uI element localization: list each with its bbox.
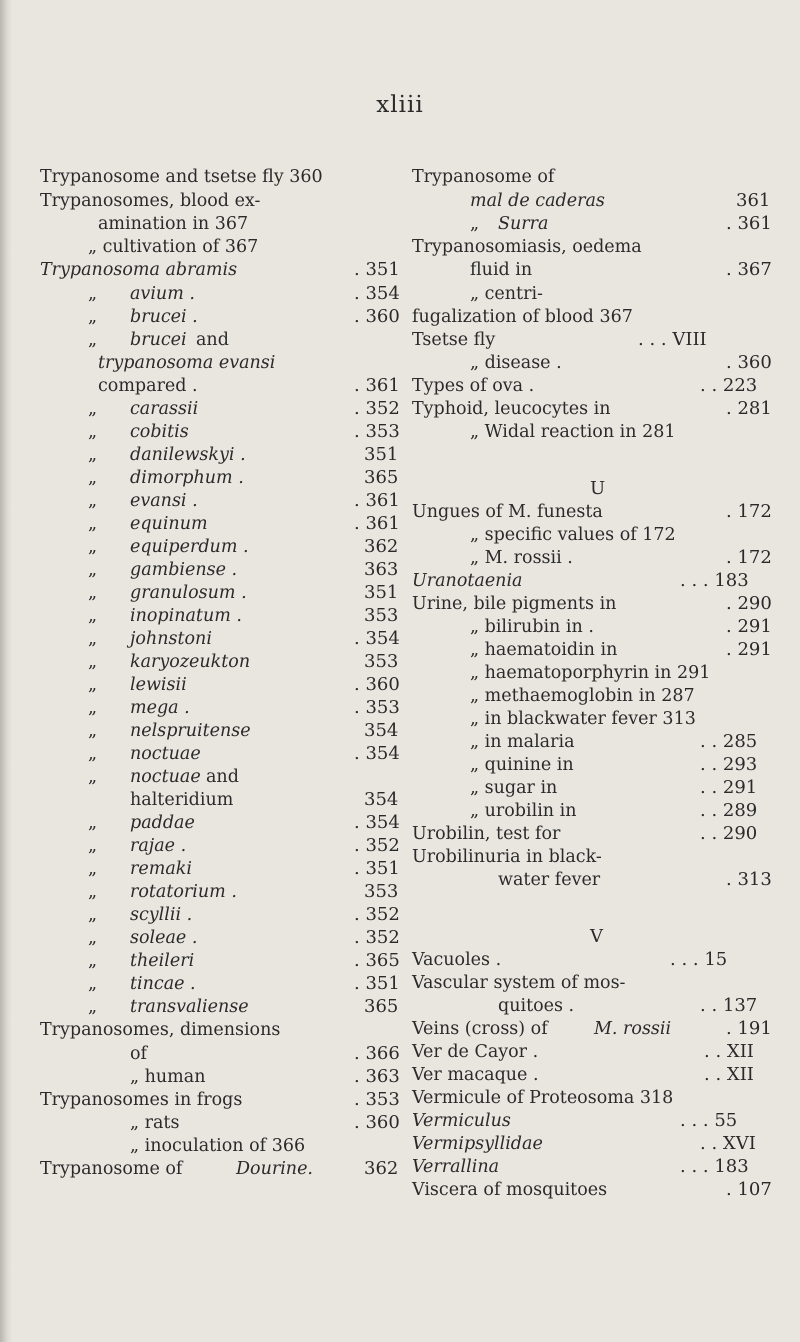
index-page-ref: . 366	[354, 1043, 400, 1064]
index-page-ref: . 172	[726, 547, 772, 568]
index-page-ref: 365	[364, 996, 399, 1017]
index-page-ref: 363	[364, 559, 399, 580]
index-entry: paddae	[130, 813, 195, 833]
index-entry: trypanosoma evansi	[98, 353, 276, 373]
index-entry: Ungues of M. funesta	[412, 502, 603, 522]
index-entry: „ quinine in	[470, 755, 574, 775]
index-entry: Trypanosome of	[40, 1159, 183, 1179]
index-page-ref: . 107	[726, 1179, 772, 1200]
index-entry: „	[88, 652, 98, 672]
index-page-ref: . 191	[726, 1018, 772, 1039]
index-entry: „	[470, 214, 480, 234]
index-entry: „	[88, 675, 98, 695]
index-entry: Ver de Cayor .	[412, 1042, 539, 1062]
index-entry: „	[88, 491, 98, 511]
index-page-ref: . 352	[354, 927, 400, 948]
index-entry: „	[88, 583, 98, 603]
index-entry: compared .	[98, 376, 198, 396]
index-page-ref: . 281	[726, 398, 772, 419]
index-entry: Trypanosome of	[412, 167, 555, 187]
index-page-ref: 353	[364, 651, 399, 672]
index-page-ref: 354	[364, 789, 399, 810]
index-page-ref: . . 223	[700, 375, 758, 396]
index-entry: „ haematoporphyrin in 291	[470, 663, 711, 683]
index-entry: tincae .	[130, 974, 196, 994]
index-entry: brucei .	[130, 307, 198, 327]
section-letter: V	[590, 926, 603, 947]
index-entry: and	[206, 767, 239, 787]
index-entry: Urobilinuria in black-	[412, 847, 602, 867]
index-page-ref: . 360	[354, 306, 400, 327]
index-page-ref: . 291	[726, 639, 772, 660]
index-page-ref: 365	[364, 467, 399, 488]
index-entry: „ inoculation of 366	[130, 1136, 306, 1156]
index-page-ref: . 361	[354, 490, 400, 511]
index-entry: „	[88, 698, 98, 718]
index-page-ref: . . 289	[700, 800, 758, 821]
index-page-ref: . 351	[354, 973, 400, 994]
index-entry: Uranotaenia	[412, 571, 523, 591]
index-entry: „ specific values of 172	[470, 525, 676, 545]
index-entry: „	[88, 721, 98, 741]
index-entry: soleae .	[130, 928, 198, 948]
index-entry: „ centri-	[470, 284, 543, 304]
index-entry: „	[88, 560, 98, 580]
index-page-ref: . 352	[354, 835, 400, 856]
page-binding-edge	[0, 0, 12, 1342]
index-page-ref: . . XII	[704, 1041, 754, 1062]
index-entry: scyllii .	[130, 905, 193, 925]
index-entry: nelspruitense	[130, 721, 251, 741]
index-page-ref: 354	[364, 720, 399, 741]
index-entry: „	[88, 284, 98, 304]
index-page-ref: . 365	[354, 950, 400, 971]
index-page-ref: . 363	[354, 1066, 400, 1087]
index-entry: lewisii	[130, 675, 187, 695]
index-entry: remaki	[130, 859, 192, 879]
index-entry: water fever	[498, 870, 601, 890]
index-entry: Urobilin, test for	[412, 824, 561, 844]
index-entry: Trypanosomes, blood ex-	[40, 191, 261, 211]
index-entry: cobitis	[130, 422, 189, 442]
index-entry: „ methaemoglobin in 287	[470, 686, 695, 706]
index-entry: noctuae	[130, 744, 201, 764]
index-page-ref: . 360	[354, 1112, 400, 1133]
index-entry: Vermipsyllidae	[412, 1134, 543, 1154]
index-entry: „	[88, 882, 98, 902]
index-page-ref: 351	[364, 444, 399, 465]
index-entry: „	[88, 767, 98, 787]
index-page-ref: . 361	[726, 213, 772, 234]
index-entry: karyozeukton	[130, 652, 251, 672]
index-entry: „ bilirubin in .	[470, 617, 594, 637]
index-page-ref: . 291	[726, 616, 772, 637]
index-entry: carassii	[130, 399, 199, 419]
index-entry: inopinatum .	[130, 606, 242, 626]
index-page-ref: . 360	[354, 674, 400, 695]
index-page-ref: 353	[364, 605, 399, 626]
index-entry: rotatorium .	[130, 882, 237, 902]
index-entry: „	[88, 744, 98, 764]
index-page-ref: . 353	[354, 697, 400, 718]
index-entry: „	[88, 307, 98, 327]
index-entry: Tsetse fly	[412, 330, 496, 350]
index-page-ref: . 360	[726, 352, 772, 373]
index-entry: fluid in	[470, 260, 533, 280]
index-entry: danilewskyi .	[130, 445, 246, 465]
index-page-ref: 361	[736, 190, 771, 211]
index-entry: „ Widal reaction in 281	[470, 422, 676, 442]
index-entry: Vacuoles .	[412, 950, 502, 970]
index-entry: Verrallina	[412, 1157, 500, 1177]
index-page-ref: . . . 183	[680, 1156, 749, 1177]
index-entry: Types of ova .	[412, 376, 535, 396]
index-entry: dimorphum .	[130, 468, 244, 488]
index-page-ref: . 367	[726, 259, 772, 280]
index-entry: brucei	[130, 330, 187, 350]
index-entry: theileri	[130, 951, 195, 971]
index-entry: quitoes .	[498, 996, 575, 1016]
section-letter: U	[590, 478, 606, 499]
index-entry: „	[88, 905, 98, 925]
page-number: xliii	[376, 92, 424, 118]
index-page-ref: . 313	[726, 869, 772, 890]
index-entry: „	[88, 537, 98, 557]
index-page-ref: . 354	[354, 812, 400, 833]
index-page-ref: . . 293	[700, 754, 758, 775]
index-page-ref: . . 290	[700, 823, 758, 844]
index-entry: transvaliense	[130, 997, 249, 1017]
index-page-ref: . 351	[354, 858, 400, 879]
index-page-ref: . 290	[726, 593, 772, 614]
index-entry: „	[88, 468, 98, 488]
index-entry: fugalization of blood 367	[412, 307, 633, 327]
index-page-ref: 351	[364, 582, 399, 603]
index-entry: „	[88, 399, 98, 419]
index-page-ref: . 351	[354, 259, 400, 280]
index-entry: „ M. rossii .	[470, 548, 573, 568]
index-entry: Veins (cross) of	[412, 1019, 548, 1039]
index-entry: equinum	[130, 514, 208, 534]
index-page-ref: . . . 15	[670, 949, 728, 970]
index-entry: „	[88, 974, 98, 994]
index-entry: Trypanosoma abramis	[40, 260, 238, 280]
index-entry: „ in blackwater fever 313	[470, 709, 696, 729]
index-page-ref: . . 137	[700, 995, 758, 1016]
index-entry: „	[88, 928, 98, 948]
index-entry: Ver macaque .	[412, 1065, 539, 1085]
index-entry: halteridium	[130, 790, 234, 810]
index-page-ref: . . . 55	[680, 1110, 738, 1131]
index-page-ref: . . . VIII	[638, 329, 707, 350]
index-entry: „	[88, 514, 98, 534]
index-entry: „	[88, 330, 98, 350]
index-entry: „ rats	[130, 1113, 180, 1133]
index-entry: Urine, bile pigments in	[412, 594, 617, 614]
index-entry: M. rossii	[594, 1019, 672, 1039]
index-entry: „	[88, 997, 98, 1017]
index-entry: johnstoni	[130, 629, 212, 649]
index-page-ref: . 353	[354, 421, 400, 442]
index-page-ref: . 352	[354, 398, 400, 419]
index-entry: Surra	[498, 214, 549, 234]
index-entry: „	[88, 606, 98, 626]
index-page-ref: . 352	[354, 904, 400, 925]
index-entry: Vascular system of mos-	[412, 973, 626, 993]
index-entry: evansi .	[130, 491, 198, 511]
index-page-ref: . 353	[354, 1089, 400, 1110]
index-entry: rajae .	[130, 836, 187, 856]
index-entry: granulosum .	[130, 583, 247, 603]
index-entry: „ sugar in	[470, 778, 558, 798]
index-entry: „	[88, 422, 98, 442]
index-page-ref: . . 291	[700, 777, 758, 798]
index-entry: „ human	[130, 1067, 206, 1087]
index-entry: Trypanosomiasis, oedema	[412, 237, 642, 257]
index-entry: „ haematoidin in	[470, 640, 618, 660]
index-entry: „ cultivation of 367	[88, 237, 259, 257]
index-entry: „ in malaria	[470, 732, 575, 752]
index-page-ref: . . XVI	[700, 1133, 756, 1154]
index-page-ref: . . XII	[704, 1064, 754, 1085]
index-entry: Trypanosomes in frogs	[40, 1090, 243, 1110]
index-page-ref: 362	[364, 536, 399, 557]
index-entry: Vermicule of Proteosoma 318	[412, 1088, 674, 1108]
index-page-ref: . 354	[354, 628, 400, 649]
index-page-ref: . . . 183	[680, 570, 749, 591]
index-entry: Vermiculus	[412, 1111, 511, 1131]
index-entry: „	[88, 836, 98, 856]
index-page-ref: . 361	[354, 513, 400, 534]
index-entry: Typhoid, leucocytes in	[412, 399, 611, 419]
index-entry: of	[130, 1044, 148, 1064]
index-entry: Trypanosome and tsetse fly 360	[40, 167, 323, 187]
index-page-ref: . 172	[726, 501, 772, 522]
index-entry: „	[88, 951, 98, 971]
index-entry: noctuae	[130, 767, 201, 787]
index-page-ref: 353	[364, 881, 399, 902]
index-page-ref: . 354	[354, 283, 400, 304]
index-page-ref: . 361	[354, 375, 400, 396]
index-page-ref: 362	[364, 1158, 399, 1179]
index-page-ref: . 354	[354, 743, 400, 764]
index-entry: „ urobilin in	[470, 801, 577, 821]
index-entry: and	[196, 330, 229, 350]
index-entry: Dourine.	[236, 1159, 313, 1179]
index-entry: „	[88, 629, 98, 649]
index-entry: „ disease .	[470, 353, 562, 373]
index-entry: „	[88, 813, 98, 833]
index-entry: Trypanosomes, dimensions	[40, 1020, 281, 1040]
index-entry: gambiense .	[130, 560, 238, 580]
index-entry: amination in 367	[98, 214, 249, 234]
index-entry: avium .	[130, 284, 195, 304]
index-entry: mal de caderas	[470, 191, 605, 211]
index-entry: „	[88, 445, 98, 465]
index-entry: Viscera of mosquitoes	[412, 1180, 608, 1200]
index-page-ref: . . 285	[700, 731, 758, 752]
index-entry: equiperdum .	[130, 537, 249, 557]
index-entry: „	[88, 859, 98, 879]
index-entry: mega .	[130, 698, 190, 718]
